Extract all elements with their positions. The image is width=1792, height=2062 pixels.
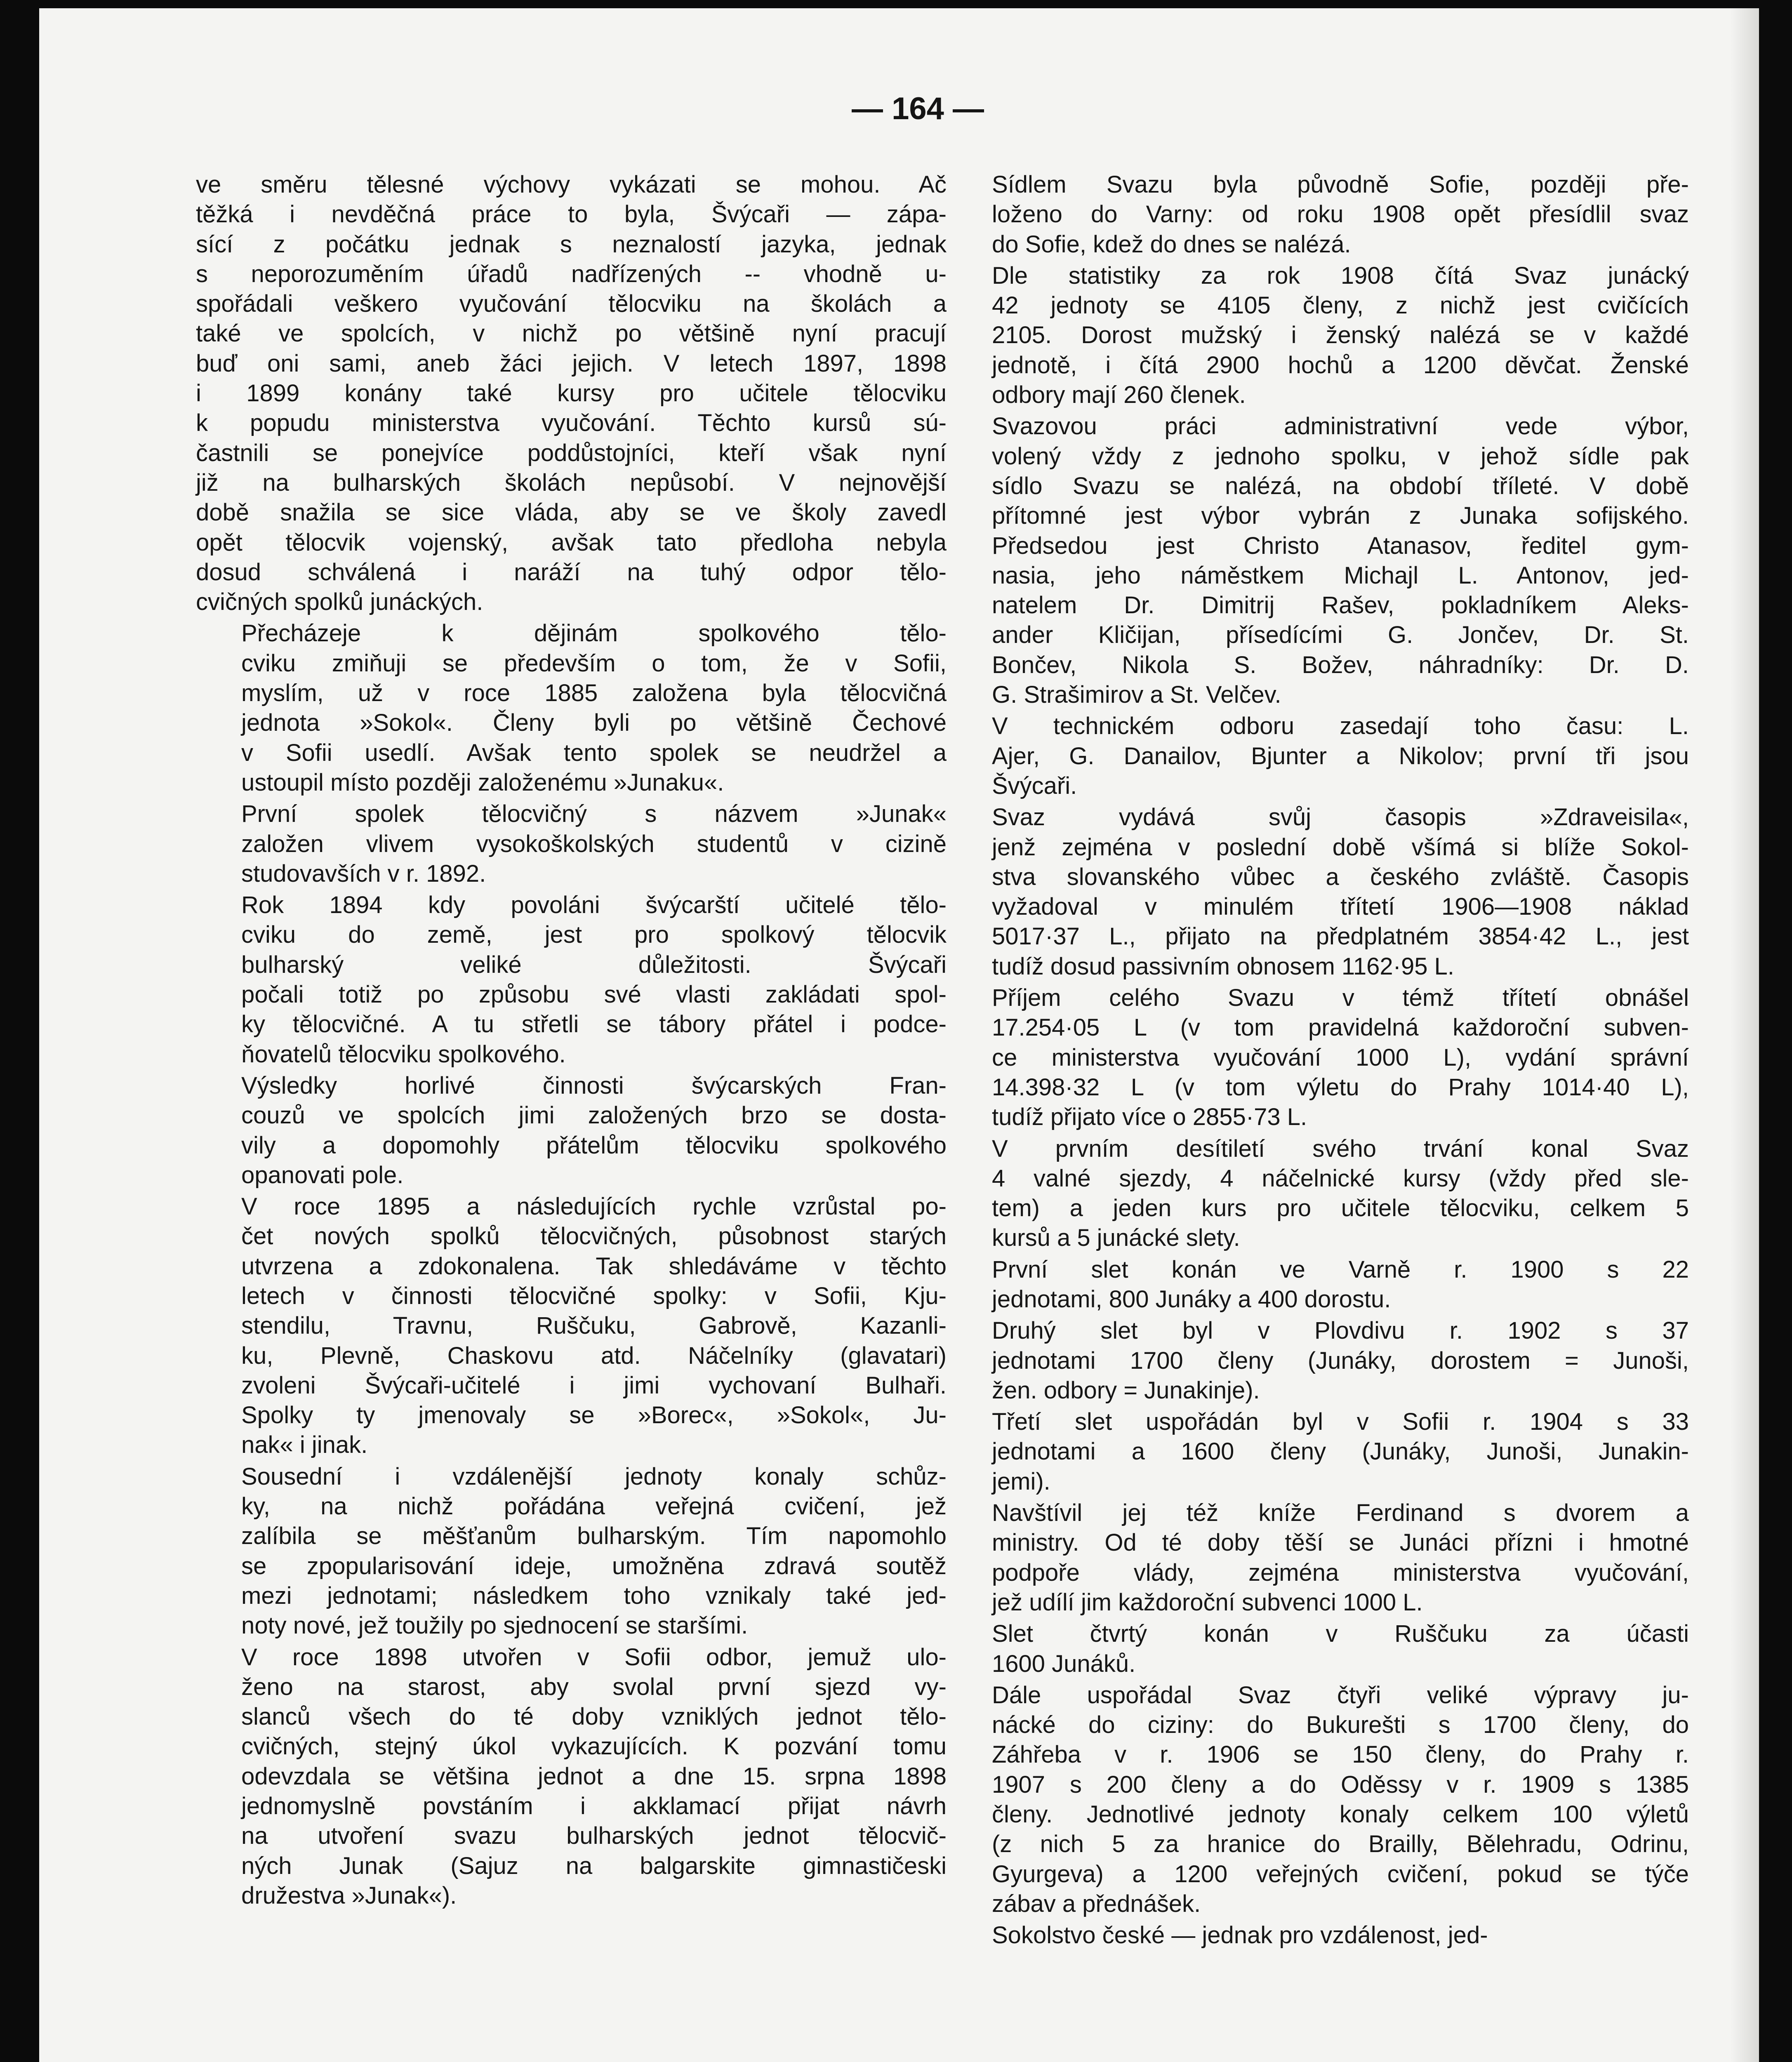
paragraph [947, 983, 1689, 1132]
text-line: 5017·37 L., přijato na předplatném 3854·42 L., jest [992, 923, 1689, 950]
text-line: zábav a přednášek. [992, 1890, 1201, 1917]
text-line: zalíbila se měšťanům bulharským. Tím napomohlo [241, 1523, 947, 1550]
text-line: tudíž přijato více o 2855·73 L. [992, 1104, 1307, 1131]
text-line: 1600 Junáků. [992, 1650, 1136, 1677]
text-line: Ajer, G. Danailov, Bjunter a Nikolov; první tři jsou [992, 742, 1689, 770]
text-line: tudíž dosud passivním obnosem 1162·95 L. [992, 953, 1454, 980]
text-line: Spolky ty jmenovaly se »Borec«, »Sokol«, Ju- [241, 1402, 947, 1429]
text-line: ky tělocvičné. A tu střetli se tábory přátel i podce- [241, 1011, 947, 1038]
text-line: již na bulharských školách nepůsobí. V nejnovější [196, 469, 947, 496]
text-line: tem) a jeden kurs pro učitele tělocviku, celkem 5 [992, 1195, 1689, 1222]
text-line: Dle statistiky za rok 1908 čítá Svaz junácký [992, 262, 1689, 289]
text-line: Svaz vydává svůj časopis »Zdraveisila«, [992, 804, 1689, 831]
text-line: čet nových spolků tělocvičných, působnost starých [241, 1223, 947, 1250]
text-line: ky, na nichž pořádána veřejná cvičení, jež [241, 1493, 947, 1520]
text-line: 1907 s 200 členy a do Oděssy v r. 1909 s 1385 [992, 1771, 1689, 1798]
text-line: dosud schválená i naráží na tuhý odpor tělo- [196, 558, 947, 586]
text-line: V roce 1898 utvořen v Sofii odbor, jemuž ulo- [241, 1643, 947, 1671]
text-line: cviku do země, jest pro spolkový tělocvik [241, 921, 947, 949]
text-line: Příjem celého Svazu v témž třítetí obnášel [992, 984, 1689, 1012]
text-line: družestva »Junak«). [241, 1882, 457, 1909]
text-line: nak« i jinak. [241, 1431, 368, 1459]
paragraph [947, 1134, 1689, 1253]
text-line: se zpopularisování ideje, umožněna zdravá soutěž [241, 1552, 947, 1579]
text-line: založen vlivem vysokoškolských studentů v cizině [241, 830, 947, 857]
paragraph [196, 1462, 947, 1641]
paragraph [947, 412, 1689, 710]
text-line: době snažila se sice vláda, aby se ve školy zavedl [196, 499, 947, 526]
text-line: utvrzena a zdokonalena. Tak shledáváme v těchto [241, 1252, 947, 1280]
paragraph [196, 619, 947, 798]
text-line: jednotami a 1600 členy (Junáky, Junoši, Junakin- [992, 1438, 1689, 1465]
text-line: jednotě, i čítá 2900 hochů a 1200 děvčat. Ženské [992, 351, 1689, 379]
text-line: jednotami, 800 Junáky a 400 dorostu. [992, 1285, 1391, 1313]
text-line: bulharský veliké důležitosti. Švýcaři [241, 951, 947, 978]
text-line: ných Junak (Sajuz na balgarskite gimnastičeski [241, 1852, 947, 1879]
text-line: žen. odbory = Junakinje). [992, 1377, 1260, 1404]
text-line: myslím, už v roce 1885 založena byla tělocvičná [241, 680, 947, 707]
text-line: vyžadoval v minulém třítetí 1906—1908 náklad [992, 893, 1689, 920]
text-line: Záhřeba v r. 1906 se 150 členy, do Prahy r. [992, 1741, 1689, 1768]
text-line: s neporozuměním úřadů nadřízených -- vhodně u- [196, 260, 947, 287]
text-line: v Sofii usedlí. Avšak tento spolek se neudržel a [241, 739, 947, 766]
text-line: Rok 1894 kdy povoláni švýcarští učitelé tělo- [241, 892, 947, 919]
text-line: vily a dopomohly přátelům tělocviku spolkového [241, 1132, 947, 1159]
paragraph [196, 1643, 947, 1911]
text-line: stva slovanského vůbec a českého zvláště. Časopis [992, 863, 1689, 890]
text-line: jež udílí jim každoroční subvenci 1000 L. [992, 1589, 1423, 1616]
text-line: Bončev, Nikola S. Božev, náhradníky: Dr. D. [992, 651, 1689, 678]
paragraph [947, 803, 1689, 982]
text-line: ve směru tělesné výchovy vykázati se mohou. Ač [196, 171, 947, 198]
paragraph [196, 890, 947, 1069]
text-line: slanců všech do té doby vzniklých jednot tělo- [241, 1703, 947, 1730]
text-line: ku, Plevně, Chaskovu atd. Náčelníky (glavatari) [241, 1342, 947, 1369]
text-line: ženo na starost, aby svolal první sjezd vy- [241, 1673, 947, 1700]
text-line: V roce 1895 a následujících rychle vzrůstal po- [241, 1193, 947, 1220]
text-line: na utvoření svazu bulharských jednot tělocvič- [241, 1822, 947, 1850]
paragraph [947, 1316, 1689, 1405]
text-line: ustoupil místo později založenému »Junaku«. [241, 769, 724, 796]
text-line: zvoleni Švýcaři-učitelé i jimi vychovaní Bulhaři. [241, 1372, 947, 1399]
text-line: Slet čtvrtý konán v Ruščuku za účasti [992, 1620, 1689, 1648]
text-line: jednomyslně povstáním i akklamací přijat návrh [241, 1793, 947, 1820]
text-line: jednotami 1700 členy (Junáky, dorostem = Junoši, [992, 1347, 1689, 1374]
text-line: stendilu, Travnu, Ruščuku, Gabrově, Kazanli- [241, 1312, 947, 1339]
text-line: odevzdala se většina jednot a dne 15. srpna 1898 [241, 1763, 947, 1790]
text-line: letech v činnosti tělocvičné spolky: v Sofii, Kju- [241, 1282, 947, 1309]
text-line: také ve spolcích, v nichž po většině nyní pracují [196, 320, 947, 347]
paragraph [196, 799, 947, 889]
text-line: jenž zejména v poslední době všímá si blíže Sokol- [992, 833, 1689, 861]
text-line: Svazovou práci administrativní vede výbor, [992, 413, 1689, 440]
text-line: spořádali veškero vyučování tělocviku na školách a [196, 290, 947, 318]
text-line: jemi). [992, 1468, 1050, 1495]
text-line: Gyurgeva) a 1200 veřejných cvičení, pokud se týče [992, 1860, 1689, 1888]
page-number: — 164 — [852, 91, 984, 126]
text-line: 14.398·32 L (v tom výletu do Prahy 1014·40 L), [992, 1073, 1689, 1101]
paragraph [947, 711, 1689, 801]
text-line: ministry. Od té doby těší se Junáci přízni i hmotné [992, 1529, 1689, 1556]
text-line: loženo do Varny: od roku 1908 opět přesídlil svaz [992, 201, 1689, 228]
text-line: k popudu ministerstva vyučování. Těchto kursů sú- [196, 410, 947, 437]
text-line: noty nové, jež toužily po sjednocení se staršími. [241, 1612, 748, 1639]
text-line: natelem Dr. Dimitrij Rašev, pokladníkem Aleks- [992, 592, 1689, 619]
text-line: Přecházeje k dějinám spolkového tělo- [241, 620, 947, 647]
text-line: ce ministerstva vyučování 1000 L), vydání správní [992, 1044, 1689, 1071]
page-edge-shadow [1730, 8, 1759, 2062]
text-line: G. Strašimirov a St. Velčev. [992, 681, 1281, 709]
paragraph [196, 170, 947, 617]
text-line: ňovatelů tělocviku spolkového. [241, 1040, 566, 1068]
text-line: členy. Jednotlivé jednoty konaly celkem 100 výletů [992, 1801, 1689, 1828]
left-column [196, 170, 947, 1912]
paragraph [947, 170, 1689, 259]
paragraph [947, 1619, 1689, 1679]
text-line: Navštívil jej též kníže Ferdinand s dvorem a [992, 1499, 1689, 1527]
paragraph [947, 261, 1689, 410]
text-line: V technickém odboru zasedají toho času: L. [992, 713, 1689, 740]
paragraph [947, 1921, 1689, 1950]
text-line: častnili se ponejvíce poddůstojníci, kteří však nyní [196, 439, 947, 466]
text-line: jednota »Sokol«. Členy byli po většině Čechové [241, 709, 947, 737]
text-line: První spolek tělocvičný s názvem »Junak« [241, 800, 947, 828]
text-line: podpoře vlády, zejména ministerstva vyučování, [992, 1559, 1689, 1586]
text-line: i 1899 konány také kursy pro učitele tělocviku [196, 380, 947, 407]
paragraph [196, 1071, 947, 1190]
paragraph [196, 1192, 947, 1460]
text-line: Výsledky horlivé činnosti švýcarských Fran- [241, 1072, 947, 1099]
text-line: cviku zmiňuji se především o tom, že v Sofii, [241, 650, 947, 677]
text-line: kursů a 5 junácké slety. [992, 1224, 1240, 1252]
text-line: buď oni sami, aneb žáci jejich. V letech 1897, 1898 [196, 350, 947, 377]
text-line: sící z počátku jednak s neznalostí jazyka, jednak [196, 231, 947, 258]
text-line: couzů ve spolcích jimi založených brzo se dosta- [241, 1102, 947, 1129]
text-line: počali totiž po způsobu své vlasti zakládati spol- [241, 981, 947, 1008]
text-line: mezi jednotami; následkem toho vznikaly také jed- [241, 1582, 947, 1609]
scanned-page [39, 8, 1759, 2062]
paragraph [947, 1407, 1689, 1497]
text-line: (z nich 5 za hranice do Brailly, Bělehradu, Odrinu, [992, 1831, 1689, 1858]
paragraph [947, 1498, 1689, 1617]
paragraph [947, 1255, 1689, 1315]
text-line: cvičných, stejný úkol vykazujících. K pozvání tomu [241, 1733, 947, 1760]
text-line: Sídlem Svazu byla původně Sofie, později pře- [992, 171, 1689, 198]
text-line: Dále uspořádal Svaz čtyři veliké výpravy ju- [992, 1681, 1689, 1709]
text-line: odbory mají 260 členek. [992, 381, 1246, 409]
text-line: ander Kličijan, přísedícími G. Jončev, Dr. St. [992, 621, 1689, 649]
text-line: do Sofie, kdež do dnes se nalézá. [992, 231, 1351, 258]
text-line: cvičných spolků junáckých. [196, 588, 483, 616]
text-line: Předsedou jest Christo Atanasov, ředitel gym- [992, 532, 1689, 559]
text-line: sídlo Svazu se nalézá, na období tříleté. V době [992, 472, 1689, 499]
text-line: Sousední i vzdálenější jednoty konaly schůz- [241, 1463, 947, 1490]
text-line: Sokolstvo české — jednak pro vzdálenost, jed- [992, 1922, 1488, 1949]
text-line: 2105. Dorost mužský i ženský nalézá se v každé [992, 322, 1689, 349]
paragraph [947, 1681, 1689, 1919]
text-line: opanovati pole. [241, 1161, 404, 1189]
text-line: volený vždy z jednoho spolku, v jehož sídle pak [992, 443, 1689, 470]
text-line: opět tělocvik vojenský, avšak tato předloha nebyla [196, 529, 947, 556]
text-line: studovavších v r. 1892. [241, 860, 486, 887]
text-line: 4 valné sjezdy, 4 náčelnické kursy (vždy před sle- [992, 1165, 1689, 1192]
text-line: nácké do ciziny: do Bukurešti s 1700 členy, do [992, 1711, 1689, 1739]
text-line: 42 jednoty se 4105 členy, z nichž jest cvičících [992, 292, 1689, 319]
text-line: Švýcaři. [992, 772, 1077, 799]
text-line: přítomné jest výbor vybrán z Junaka sofijského. [992, 502, 1689, 530]
right-column [947, 170, 1689, 1952]
text-line: První slet konán ve Varně r. 1900 s 22 [992, 1256, 1689, 1283]
text-line: Třetí slet uspořádán byl v Sofii r. 1904 s 33 [992, 1408, 1689, 1436]
text-line: V prvním desítiletí svého trvání konal Svaz [992, 1135, 1689, 1162]
text-line: Druhý slet byl v Plovdivu r. 1902 s 37 [992, 1317, 1689, 1344]
text-line: nasia, jeho náměstkem Michajl L. Antonov, jed- [992, 562, 1689, 589]
text-line: 17.254·05 L (v tom pravidelná každoroční subven- [992, 1014, 1689, 1041]
text-line: těžká i nevděčná práce to byla, Švýcaři — zápa- [196, 201, 947, 228]
